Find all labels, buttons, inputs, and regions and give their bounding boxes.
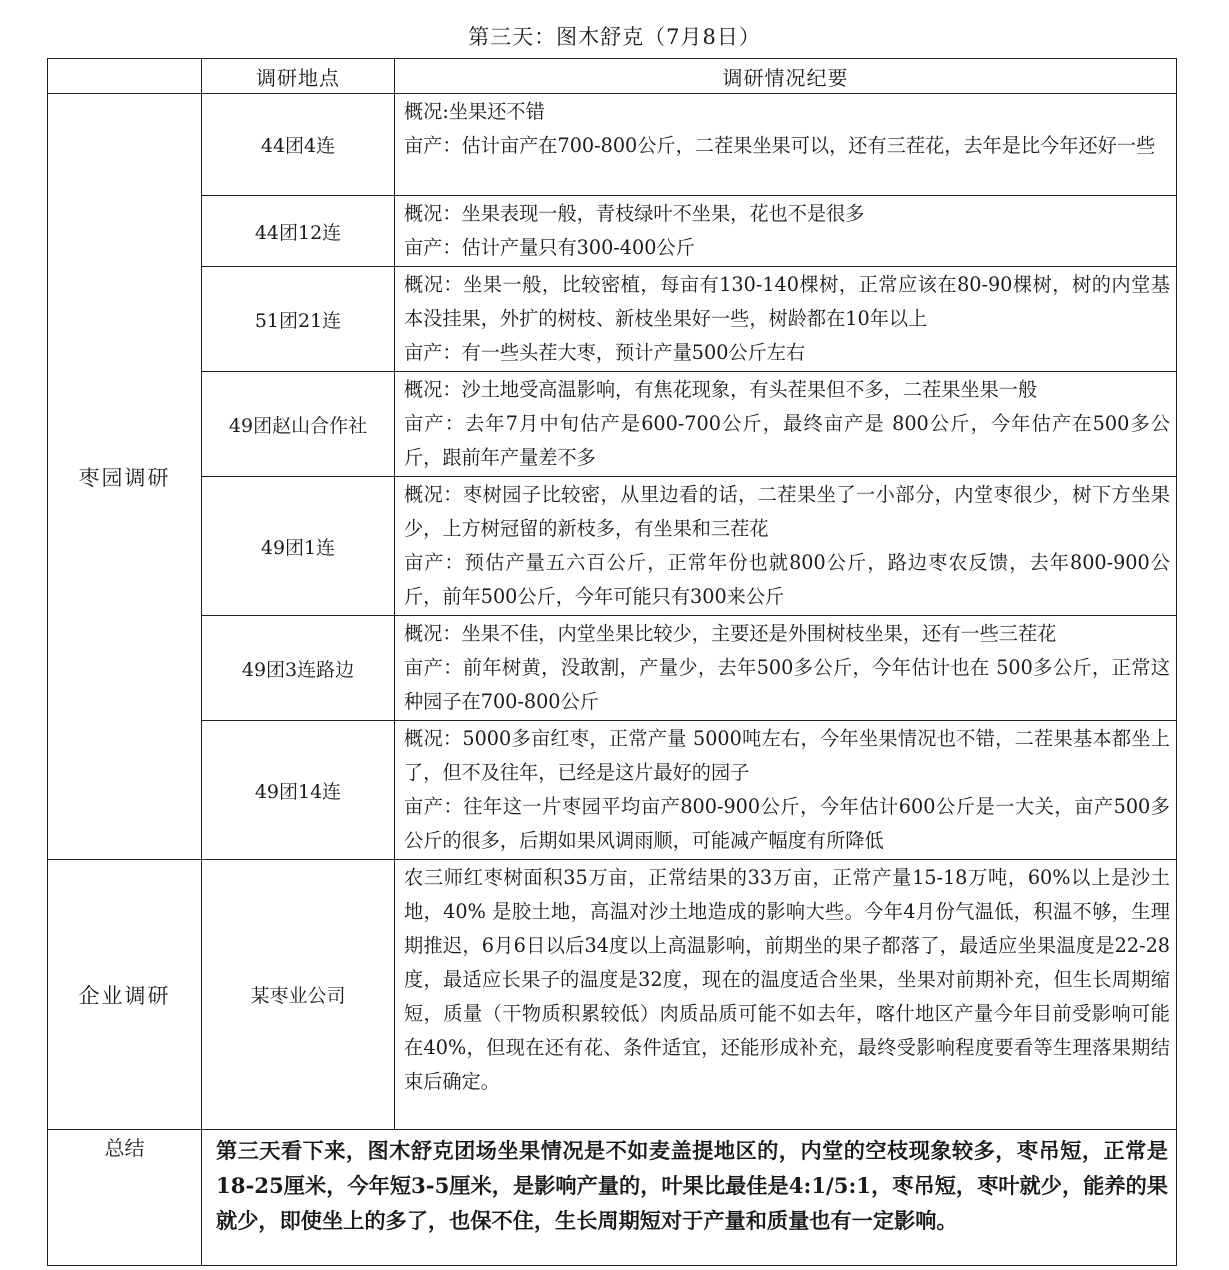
orchard-row [48, 616, 1177, 721]
survey-table [47, 58, 1177, 1266]
overview-line: 概况:坐果还不错 [404, 100, 545, 123]
location-cell: 44团4连 [202, 94, 395, 196]
page-title: 第三天：图木舒克（7月8日） [468, 25, 761, 49]
summary-row [48, 1130, 1177, 1266]
notes-cell [395, 616, 1177, 721]
overview-line: 概况：沙土地受高温影响，有焦花现象，有头茬果但不多，二茬果坐果一般 [404, 378, 1038, 401]
summary-label: 总结 [48, 1130, 202, 1266]
location-cell: 49团14连 [202, 721, 395, 860]
yield-line: 亩产：前年树黄，没敢割，产量少，去年500多公斤，今年估计也在 500多公斤，正常这种园子在700-800公斤 [404, 656, 1170, 713]
location-cell: 49团1连 [202, 477, 395, 616]
overview-line: 概况：5000多亩红枣，正常产量 5000吨左右，今年坐果情况也不错，二茬果基本都坐上了，但不及往年，已经是这片最好的园子 [404, 727, 1170, 784]
notes-cell [395, 267, 1177, 372]
orchard-row [48, 196, 1177, 267]
header-notes: 调研情况纪要 [395, 59, 1177, 94]
orchard-row [48, 94, 1177, 196]
summary-text: 第三天看下来，图木舒克团场坐果情况是不如麦盖提地区的，内堂的空枝现象较多，枣吊短，正常是18-25厘米，今年短3-5厘米，是影响产量的，叶果比最佳是4:1/5:1，枣吊短，枣叶就少，能养的果就少，即使坐上的多了，也保不住，生长周期短对于产量和质量也有一定影响。 [202, 1130, 1177, 1266]
location-cell: 51团21连 [202, 267, 395, 372]
orchard-row [48, 477, 1177, 616]
notes-cell [395, 477, 1177, 616]
header-blank-cell [48, 59, 202, 94]
notes-cell: 农三师红枣树面积35万亩，正常结果的33万亩，正常产量15-18万吨，60%以上是沙土地，40% 是胶土地，高温对沙土地造成的影响大些。今年4月份气温低，积温不够，生理期推迟，6月6日以后34度以上高温影响，前期坐的果子都落了，最适应坐果温度是22-28度，最适应长果子的温度是32度，现在的温度适合坐果，坐果对前期补充，但生长周期缩短，质量（干物质积累较低）肉质品质可能不如去年，喀什地区产量今年目前受影响可能在40%，但现在还有花、条件适宜，还能形成补充，最终受影响程度要看等生理落果期结束后确定。 [395, 860, 1177, 1130]
notes-cell [395, 94, 1177, 196]
notes-cell [395, 721, 1177, 860]
orchard-row [48, 721, 1177, 860]
category-enterprise: 企业调研 [48, 860, 202, 1130]
location-cell: 49团3连路边 [202, 616, 395, 721]
location-cell: 44团12连 [202, 196, 395, 267]
yield-line: 亩产：估计亩产在700-800公斤，二茬果坐果可以，还有三茬花，去年是比今年还好一些 [404, 134, 1156, 157]
overview-line: 概况：坐果一般，比较密植，每亩有130-140棵树，正常应该在80-90棵树，树的内堂基本没挂果，外扩的树枝、新枝坐果好一些，树龄都在10年以上 [404, 273, 1170, 330]
overview-line: 概况：枣树园子比较密，从里边看的话，二茬果坐了一小部分，内堂枣很少，树下方坐果少，上方树冠留的新枝多，有坐果和三茬花 [404, 483, 1170, 540]
location-cell: 49团赵山合作社 [202, 372, 395, 477]
yield-line: 亩产：有一些头茬大枣，预计产量500公斤左右 [404, 341, 806, 364]
yield-line: 亩产：预估产量五六百公斤，正常年份也就800公斤，路边枣农反馈，去年800-900公斤，前年500公斤，今年可能只有300来公斤 [404, 551, 1170, 608]
yield-line: 亩产：估计产量只有300-400公斤 [404, 236, 695, 259]
overview-line: 概况：坐果表现一般，青枝绿叶不坐果，花也不是很多 [404, 202, 865, 225]
header-location: 调研地点 [202, 59, 395, 94]
notes-cell [395, 372, 1177, 477]
orchard-row [48, 267, 1177, 372]
orchard-row [48, 372, 1177, 477]
enterprise-row [48, 860, 1177, 1130]
notes-cell [395, 196, 1177, 267]
yield-line: 亩产：往年这一片枣园平均亩产800-900公斤，今年估计600公斤是一大关，亩产500多公斤的很多，后期如果风调雨顺，可能减产幅度有所降低 [404, 795, 1170, 852]
yield-line: 亩产：去年7月中旬估产是600-700公斤，最终亩产是 800公斤，今年估产在500多公斤，跟前年产量差不多 [404, 412, 1170, 469]
location-cell: 某枣业公司 [202, 860, 395, 1130]
overview-line: 概况：坐果不佳，内堂坐果比较少，主要还是外围树枝坐果，还有一些三茬花 [404, 622, 1057, 645]
category-orchard: 枣园调研 [48, 94, 202, 860]
header-row [48, 59, 1177, 94]
